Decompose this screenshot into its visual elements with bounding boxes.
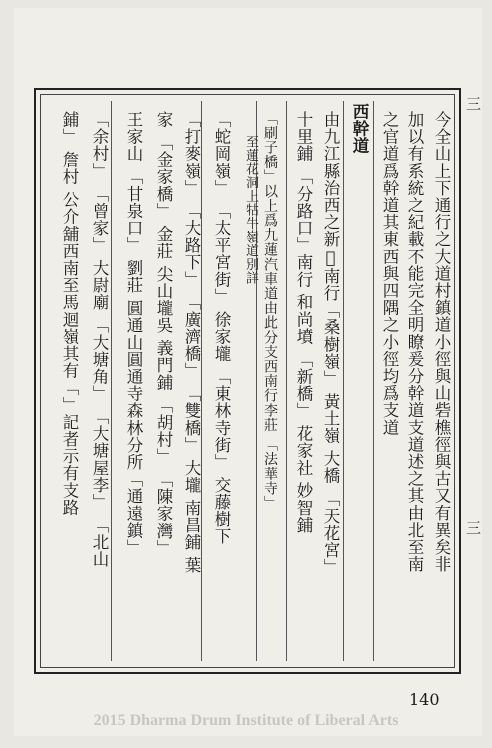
text-column-7: 「刷子橋」以上爲九蓮汽車道由此分支西南行李莊 「法華寺」	[262, 111, 278, 511]
column-divider	[373, 101, 374, 661]
column-divider	[286, 101, 287, 661]
text-column-11: 王家山 「甘泉口」 劉莊 圓通山圓通寺森林分所「通遠鎮」	[124, 111, 143, 557]
margin-tab-top: 三	[464, 96, 482, 111]
text-column-3: 之官道爲幹道其東西與四隅之小徑均爲支道	[380, 111, 399, 436]
text-column-13: 鋪」 詹村 公介舖西南至馬迴嶺其有「」記者示有支路	[60, 111, 79, 516]
text-column-7-note: 至蓮花洞上牯牛嶺道別詳	[243, 135, 258, 285]
text-column-12: 「余村」 「曾家」 大尉廟 「大塘角」 「大塘屋李」 「北山	[90, 111, 109, 568]
column-divider	[111, 101, 112, 661]
text-column-6: 十里鋪 「分路口」南行 和尚墳 「新橋」 花家社 妙智鋪	[294, 111, 313, 534]
text-column-10: 家 「金家橋」 金莊 尖山壠吳 義門鋪 「胡村」 「陳家灣」	[154, 111, 173, 557]
text-column-8: 「蛇岡嶺」 「太平宮街」 徐家壠 「東林寺街」 交藤樹下	[212, 111, 231, 545]
text-frame-inner	[40, 94, 455, 668]
column-divider	[343, 101, 344, 661]
text-frame	[34, 88, 461, 674]
text-column-2: 加以有系統之紀載不能完全明瞭爰分幹道支道述之其由北至南	[405, 111, 424, 573]
margin-tab-bottom: 三	[464, 520, 482, 535]
section-heading: 西幹道	[350, 103, 369, 155]
page-number: 140	[409, 690, 440, 709]
text-column-5: 由九江縣治西之新𤄊南行「桑樹嶺」 黃土嶺 大橋 「天花宮」	[321, 111, 340, 576]
text-column-1: 今全山上下通行之大道村鎮道小徑與山砦樵徑與古又有異矣非	[432, 111, 451, 573]
text-column-9: 「打麥嶺」 「大路下」 「廣濟橋」 「雙橋」 大壠 南昌鋪 葉	[182, 111, 201, 574]
watermark-text: 2015 Dharma Drum Institute of Liberal Arts	[93, 712, 399, 729]
